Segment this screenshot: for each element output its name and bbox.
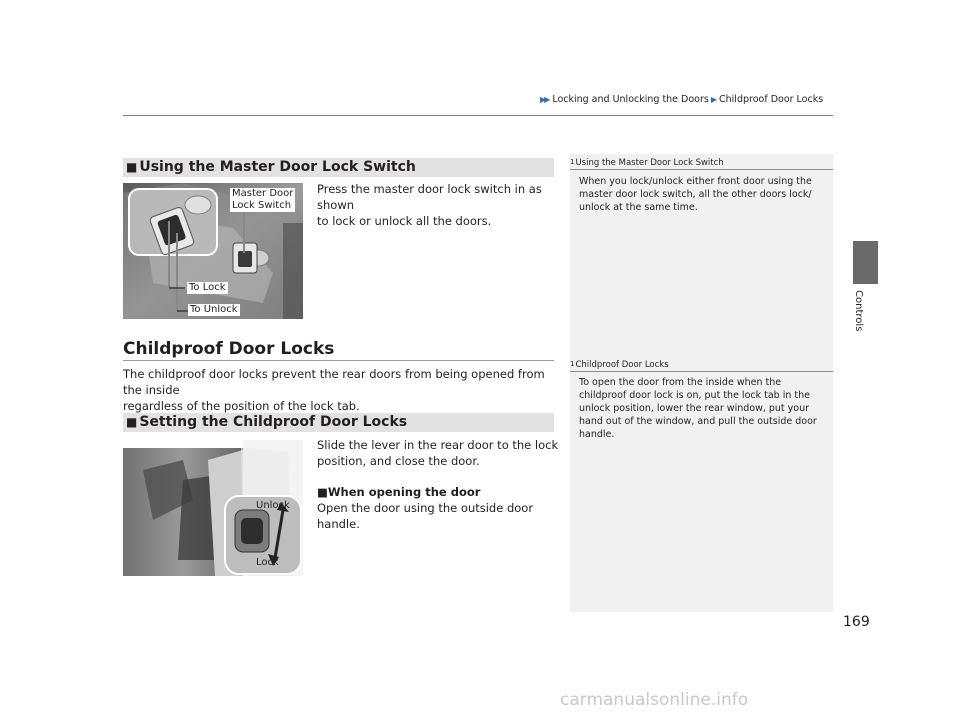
callout-to-lock: To Lock	[189, 282, 226, 293]
note-title-childproof: 1Childproof Door Locks	[570, 360, 669, 370]
chapter-tab-label[interactable]: Controls	[853, 290, 864, 332]
page-title: Childproof Door Locks	[123, 339, 335, 359]
square-bullet-icon: ■	[126, 160, 138, 174]
page-number: 169	[843, 614, 870, 630]
breadcrumb	[540, 94, 823, 105]
callout-master-switch: Master Door Lock Switch	[232, 188, 294, 211]
note-body-childproof: To open the door from the inside when the childproof door lock is on, put the lock tab in the unlock position, lower the rear window, put your hand out of the window, and pull the outside door handle.	[579, 377, 817, 440]
header-divider	[123, 115, 833, 116]
callout-lock: Lock	[256, 557, 279, 568]
section1-body: Press the master door lock switch in as shown to lock or unlock all the doors.	[317, 182, 542, 228]
subheading-body: Open the door using the outside door handle.	[317, 501, 534, 531]
note-body-master-switch: When you lock/unlock either front door using the master door lock switch, all the other doors lock/ unlock at the same time.	[579, 176, 812, 213]
note-number: 1	[570, 158, 575, 166]
section-heading-master-switch: ■ Using the Master Door Lock Switch	[123, 158, 554, 177]
subheading-when-opening: ■When opening the door	[317, 485, 481, 499]
note-title-master-switch: 1Using the Master Door Lock Switch	[570, 158, 724, 168]
section-heading-childproof: ■ Setting the Childproof Door Locks	[123, 413, 554, 432]
section2-body: Slide the lever in the rear door to the lock position, and close the door.	[317, 438, 559, 468]
breadcrumb-arrow-icon: ▶▶	[540, 95, 549, 104]
square-bullet-icon: ■	[126, 415, 138, 429]
square-bullet-icon: ■	[317, 485, 328, 499]
breadcrumb-item-childproof[interactable]: Childproof Door Locks	[719, 94, 824, 105]
callout-to-unlock: To Unlock	[190, 304, 238, 315]
note-number: 1	[570, 360, 575, 368]
note-divider	[570, 169, 833, 170]
watermark: carmanualsonline.info	[560, 690, 749, 710]
breadcrumb-arrow-icon: ▶	[710, 95, 718, 104]
breadcrumb-item-locking[interactable]: Locking and Unlocking the Doors	[552, 94, 709, 105]
chapter-intro: The childproof door locks prevent the rear doors from being opened from the inside regardless of the position of the lock tab.	[123, 367, 545, 413]
title-divider	[123, 360, 554, 361]
chapter-tab-marker	[853, 241, 878, 284]
callout-unlock: Unlock	[256, 500, 290, 511]
note-divider	[570, 371, 833, 372]
